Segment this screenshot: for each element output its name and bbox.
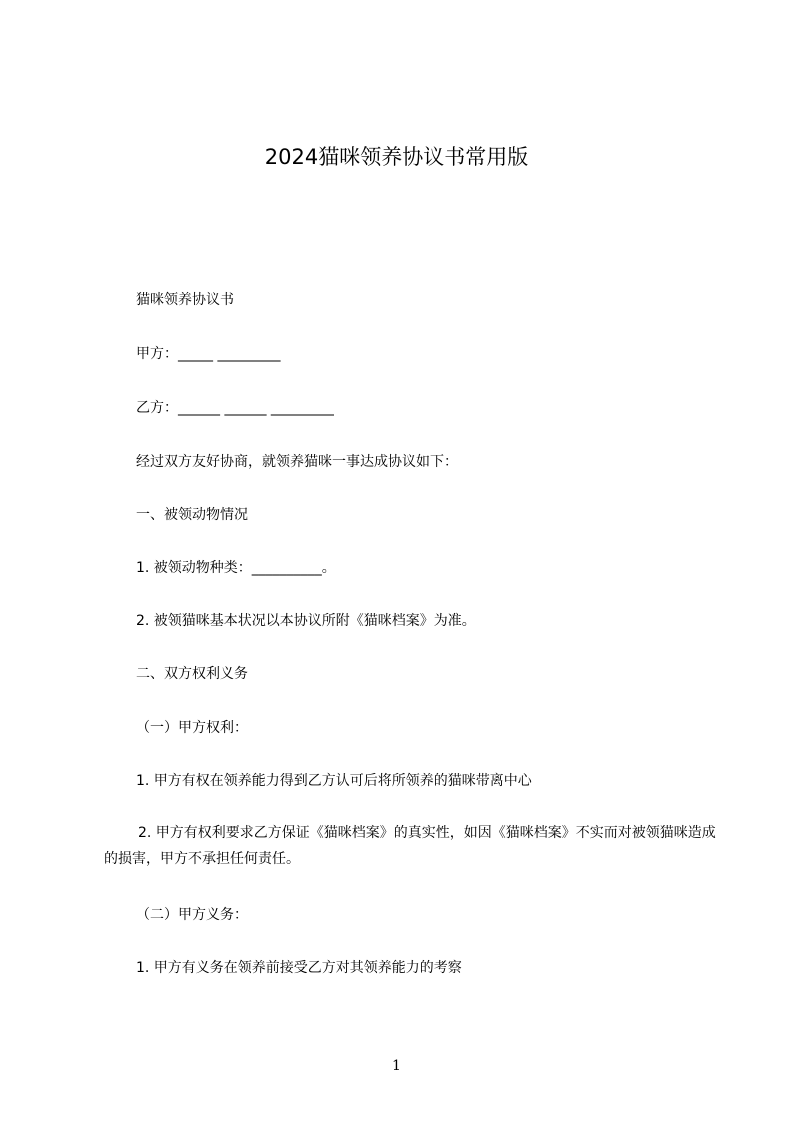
rights-clause-2 (104, 820, 724, 872)
rights-clause-1: 1. 甲方有权在领养能力得到乙方认可后将所领养的猫咪带离中心 (136, 773, 532, 789)
section-2-heading: 二、双方权利义务 (136, 666, 248, 682)
clause-1-2: 2. 被领猫咪基本状况以本协议所附《猫咪档案》为准。 (136, 613, 476, 629)
duties-clause-1: 1. 甲方有义务在领养前接受乙方对其领养能力的考察 (136, 960, 462, 976)
page-number: 1 (392, 1058, 401, 1074)
clause-1-1: 1. 被领动物种类：__________。 (136, 560, 336, 576)
agreement-heading: 猫咪领养协议书 (136, 292, 234, 308)
intro-paragraph: 经过双方友好协商，就领养猫咪一事达成协议如下： (136, 454, 458, 470)
subsection-a-rights-heading: （一）甲方权利： (136, 720, 248, 736)
party-a-line: 甲方：_____ _________ (136, 346, 281, 362)
document-title: 2024猫咪领养协议书常用版 (264, 145, 529, 169)
section-1-heading: 一、被领动物情况 (136, 507, 248, 523)
rights-clause-2-text: 2. 甲方有权利要求乙方保证《猫咪档案》的真实性，如因《猫咪档案》不实而对被领猫咪造成的损害，甲方不承担任何责任。 (104, 825, 716, 867)
subsection-a-duties-heading: （二）甲方义务： (136, 907, 248, 923)
party-b-line: 乙方：______ ______ _________ (136, 400, 334, 416)
